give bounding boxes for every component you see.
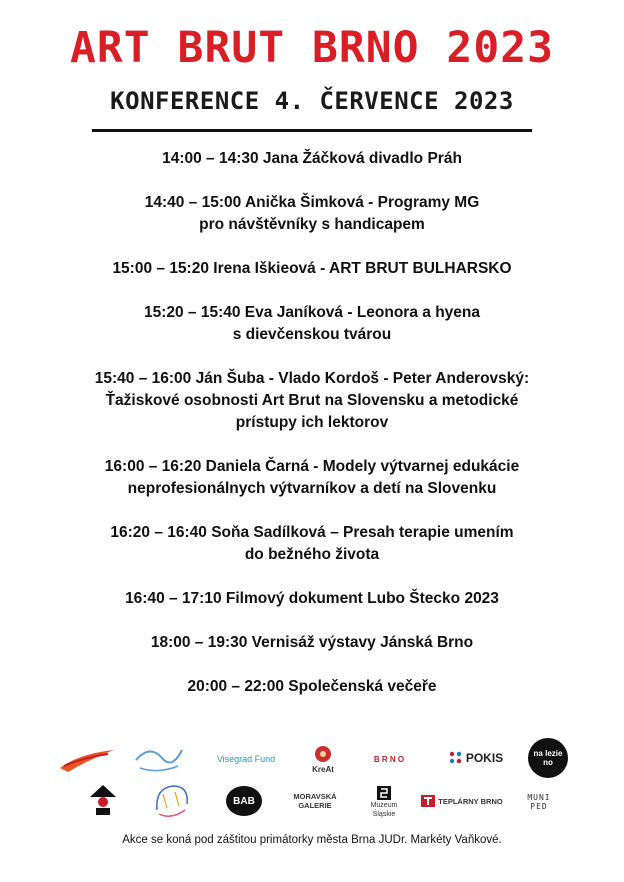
- program-entry-line: do bežného života: [244, 546, 380, 563]
- program-entry-line: pro návštěvníky s handicapem: [199, 216, 425, 233]
- page-title: ART BRUT BRNO 2023: [70, 23, 554, 73]
- program-entry: [40, 148, 584, 170]
- program-entry-line: 14:40 – 15:00 Anička Šimková - Programy MG: [144, 194, 480, 211]
- logo-kreat: [304, 740, 342, 776]
- logo-pokis: [444, 746, 508, 770]
- logo-visegrad-label: Visegrad Fund: [216, 753, 276, 764]
- logo-art-brut-brush: [58, 744, 116, 774]
- program-entry: [40, 368, 584, 434]
- footer-note: Akce se koná pod záštitou primátorky města Brna JUDr. Markéty Vaňkové.: [122, 834, 502, 846]
- program-entry-line: 14:00 – 14:30 Jana Žáčková divadlo Práh: [162, 150, 462, 167]
- logo-circle-script: [150, 780, 194, 820]
- program-entry: [40, 676, 584, 698]
- program-entry: [40, 192, 584, 236]
- program-entry-line: Ťažiskové osobnosti Art Brut na Slovensku a metodické: [105, 392, 519, 409]
- page-subtitle: KONFERENCE 4. ČERVENCE 2023: [110, 87, 514, 115]
- program-entry-line: 18:00 – 19:30 Vernisáž výstavy Jánská Brno: [150, 634, 474, 651]
- program-entry-line: 15:20 – 15:40 Eva Janíková - Leonora a hyena: [143, 304, 480, 321]
- program-entry-line: s dievčenskou tvárou: [232, 326, 392, 343]
- program-entry: [40, 588, 584, 610]
- program-entry-line: 16:20 – 16:40 Soňa Sadílková – Presah terapie umením: [110, 524, 514, 541]
- program-list: [40, 148, 584, 720]
- program-entry-line: 16:40 – 17:10 Filmový dokument Lubo Štecko 2023: [125, 590, 499, 607]
- logo-brno-label: B R N O: [373, 754, 405, 764]
- logo-teplarny-brno: [420, 792, 504, 810]
- logo-muni-ped: [524, 788, 554, 816]
- sponsor-logos: [40, 738, 590, 828]
- logo-teplarny-label: TEPLÁRNY BRNO: [438, 796, 503, 806]
- logo-muzeum-slaskie: [360, 782, 408, 822]
- program-entry: [40, 456, 584, 500]
- program-entry-line: 20:00 – 22:00 Společenská večeře: [187, 678, 437, 695]
- logo-fidlu: [132, 742, 186, 776]
- program-entry: [40, 258, 584, 280]
- logo-brno: [358, 750, 420, 768]
- program-entry-line: 15:40 – 16:00 Ján Šuba - Vlado Kordoš - Peter Anderovský:: [94, 370, 530, 387]
- program-entry: [40, 302, 584, 346]
- logo-nalezeno: [528, 738, 568, 778]
- program-entry: [40, 522, 584, 566]
- program-entry-line: neprofesionálnych výtvarníkov a detí na Slovenku: [127, 480, 497, 497]
- logo-visegrad-fund: [208, 748, 284, 770]
- logo-bab: [226, 786, 262, 816]
- logo-muni-label: MUNI PED: [527, 793, 551, 811]
- logo-muzeum-label: Muzeum Śląskie: [370, 802, 398, 818]
- program-entry: [40, 632, 584, 654]
- logo-kreat-label: KreAt: [312, 764, 334, 774]
- logo-moravska-label: MORAVSKÁ GALERIE: [293, 792, 337, 810]
- program-entry-line: prístupy ich lektorov: [235, 414, 389, 431]
- logo-nalezeno-label: na lezie no: [533, 749, 563, 767]
- logo-pokis-label: POKIS: [465, 750, 504, 765]
- program-entry-line: 16:00 – 16:20 Daniela Čarná - Modely výtvarnej edukácie: [104, 458, 520, 475]
- logo-bab-label: BAB: [233, 795, 255, 807]
- program-entry-line: 15:00 – 15:20 Irena Iškieová - ART BRUT BULHARSKO: [112, 260, 512, 277]
- logo-moravska-galerie: [292, 790, 338, 812]
- logo-figure: [84, 782, 122, 818]
- divider: [92, 129, 532, 132]
